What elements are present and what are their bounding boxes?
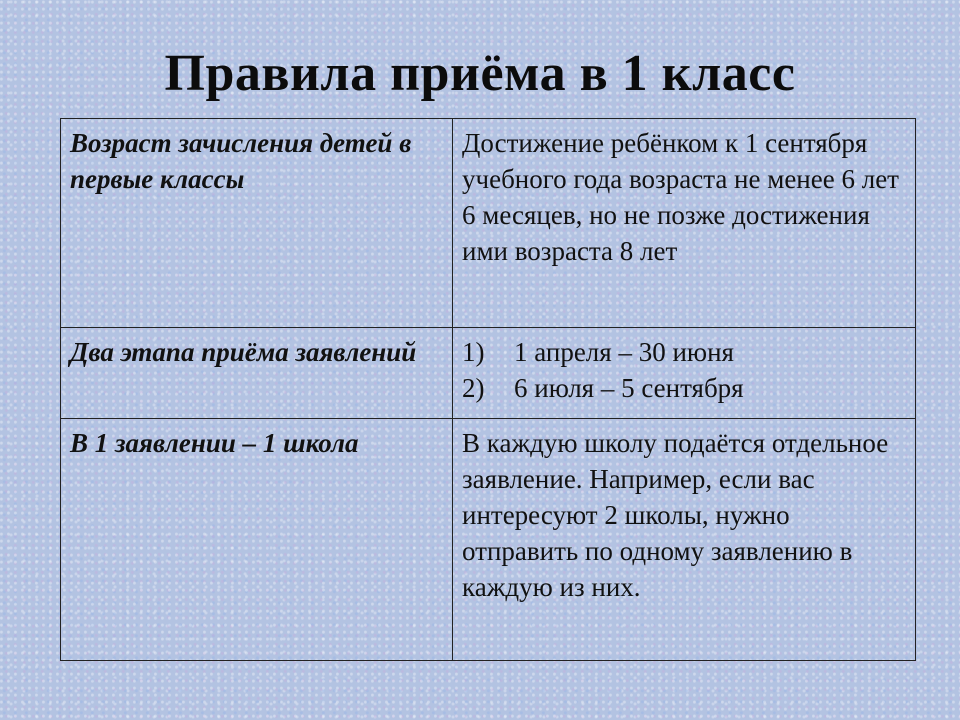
row-label-stages <box>61 328 453 419</box>
stage-text-1: 1 апреля – 30 июня <box>514 337 734 367</box>
row-label-age-text: Возраст зачисления детей в первые классы <box>70 128 412 194</box>
stage-item-2 <box>462 370 907 406</box>
stage-text-2: 6 июля – 5 сентября <box>514 373 744 403</box>
table-row-stages <box>61 328 916 419</box>
row-label-stages-text: Два этапа приёма заявлений <box>70 337 417 367</box>
row-value-school: В каждую школу подаётся отдельное заявление. Например, если вас интересуют 2 школы, нужно отправить по одному заявлению в каждую из них. <box>453 419 916 661</box>
row-label-school-text: В 1 заявлении – 1 школа <box>70 428 359 458</box>
row-value-age: Достижение ребёнком к 1 сентября учебного года возраста не менее 6 лет 6 месяцев, но не позже достижения ими возраста 8 лет <box>453 119 916 328</box>
stage-number-1: 1) <box>462 337 485 367</box>
slide-title: Правила приёма в 1 класс <box>164 45 796 102</box>
table-row-school <box>61 419 916 661</box>
row-label-school <box>61 419 453 661</box>
row-value-stages <box>453 328 916 419</box>
stages-list <box>462 334 907 406</box>
row-label-age <box>61 119 453 328</box>
admission-rules-table <box>60 118 916 661</box>
table-row-age <box>61 119 916 328</box>
stage-item-1 <box>462 334 907 370</box>
stage-number-2: 2) <box>462 373 485 403</box>
